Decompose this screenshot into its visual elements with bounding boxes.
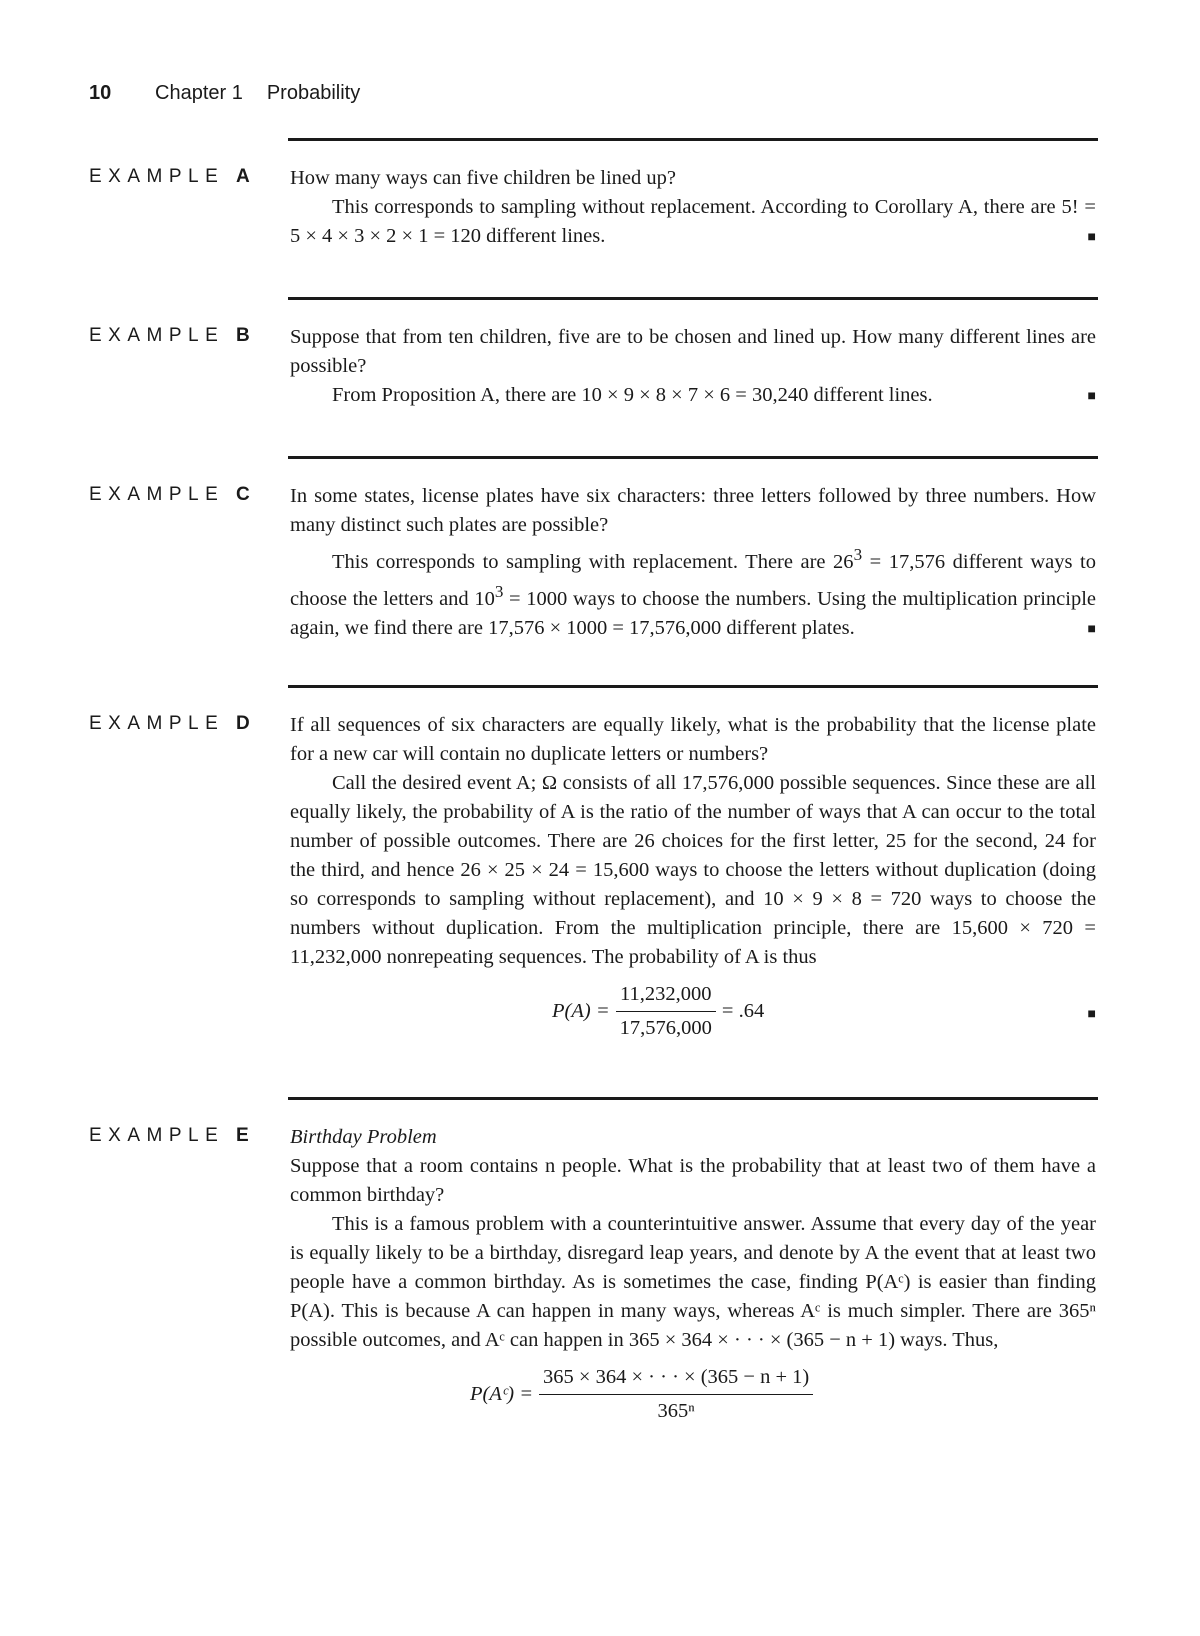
- example-label: [89, 325, 250, 347]
- formula: [552, 980, 764, 1043]
- numerator: 365 × 364 × · · · × (365 − n + 1): [539, 1363, 813, 1395]
- answer-text: From Proposition A, there are 10 × 9 × 8 × 7 × 6 = 30,240 different lines.: [332, 384, 933, 406]
- exponent: 3: [853, 545, 863, 564]
- example-label: [89, 713, 250, 735]
- example-letter: C: [236, 484, 250, 505]
- example-label: [89, 1125, 249, 1147]
- denominator: 17,576,000: [619, 1017, 712, 1039]
- formula: [470, 1363, 819, 1426]
- birthday-formula: [290, 1363, 1096, 1425]
- example-letter: B: [236, 325, 250, 346]
- example-question: Suppose that from ten children, five are to be chosen and lined up. How many different lines are possible?: [290, 326, 1096, 377]
- example-body: [290, 1123, 1096, 1431]
- example-letter: A: [236, 166, 250, 187]
- example-divider: [288, 297, 1098, 300]
- fraction: [539, 1363, 813, 1426]
- answer-text: = 1000 ways to choose the numbers. Using the multiplication principle again, we find there are 17,576 × 1000 = 17,576,000 different plates.: [290, 587, 1096, 639]
- example-body: [290, 482, 1096, 644]
- example-question: Suppose that a room contains n people. What is the probability that at least two of them have a common birthday?: [290, 1155, 1096, 1206]
- example-divider: [288, 1097, 1098, 1100]
- example-body: [290, 711, 1096, 1048]
- example-divider: [288, 456, 1098, 459]
- section-label: Probability: [266, 82, 361, 104]
- title-text: Birthday Problem: [290, 1126, 437, 1148]
- example-word: EXAMPLE: [89, 484, 225, 505]
- example-word: EXAMPLE: [89, 1125, 225, 1146]
- example-divider: [288, 138, 1098, 141]
- formula-lhs: P(A) =: [552, 1000, 610, 1022]
- fraction: [616, 980, 716, 1043]
- example-question: How many ways can five children be lined up?: [290, 167, 676, 189]
- example-title: [290, 1123, 1096, 1152]
- running-header: [89, 82, 360, 105]
- example-body: [290, 164, 1096, 252]
- example-word: EXAMPLE: [89, 166, 225, 187]
- probability-formula: [290, 980, 1096, 1042]
- exponent: 3: [494, 581, 504, 601]
- page-number: 10: [89, 82, 112, 104]
- example-divider: [288, 685, 1098, 688]
- example-word: EXAMPLE: [89, 325, 225, 346]
- example-letter: E: [236, 1125, 249, 1146]
- example-answer: [290, 381, 1096, 410]
- example-letter: D: [236, 713, 250, 734]
- answer-text: This corresponds to sampling without replacement. According to Corollary A, there are 5! = 5 × 4 × 3 × 2 × 1 = 120 different lines.: [290, 196, 1096, 247]
- end-of-example-mark: ■: [1087, 230, 1096, 245]
- example-answer: [290, 193, 1096, 251]
- end-of-example-mark: ■: [1087, 621, 1096, 637]
- example-answer: [290, 540, 1096, 643]
- example-question: If all sequences of six characters are equally likely, what is the probability that the license plate for a new car will contain no duplicate letters or numbers?: [290, 714, 1096, 765]
- example-answer: Call the desired event A; Ω consists of all 17,576,000 possible sequences. Since these are all equally likely, the probability of A is the ratio of the number of ways that A can occur to the total number of possible outcomes. There are 26 choices for the first letter, 25 for the second, 24 for the third, and hence 26 × 25 × 24 = 15,600 ways to choose the letters without duplication (doing so corresponds to sampling without replacement), and 10 × 9 × 8 = 720 ways to choose the numbers without duplication. From the multiplication principle, there are 15,600 × 720 = 11,232,000 nonrepeating sequences. The probability of A is thus: [290, 772, 1096, 968]
- answer-text: = 17,576 different ways to choose the letters and 10: [290, 550, 1096, 610]
- example-label: [89, 484, 250, 506]
- formula-lhs: P(Aᶜ) =: [470, 1383, 534, 1405]
- denominator: 365ⁿ: [657, 1400, 695, 1422]
- chapter-label: Chapter 1: [155, 82, 243, 104]
- numerator: 11,232,000: [616, 980, 716, 1012]
- answer-text: This corresponds to sampling with replacement. There are 26: [332, 550, 854, 573]
- example-body: [290, 323, 1096, 411]
- end-of-example-mark: ■: [1087, 1007, 1096, 1022]
- formula-rhs: = .64: [721, 1000, 765, 1022]
- example-label: [89, 166, 250, 188]
- example-word: EXAMPLE: [89, 713, 225, 734]
- example-question: In some states, license plates have six characters: three letters followed by three numbers. How many distinct such plates are possible?: [290, 485, 1096, 536]
- example-answer: This is a famous problem with a counterintuitive answer. Assume that every day of the year is equally likely to be a birthday, disregard leap years, and denote by A the event that at least two people have a common birthday. As is sometimes the case, finding P(Aᶜ) is easier than finding P(A). This is because A can happen in many ways, whereas Aᶜ is much simpler. There are 365ⁿ possible outcomes, and Aᶜ can happen in 365 × 364 × · · · × (365 − n + 1) ways. Thus,: [290, 1213, 1096, 1351]
- end-of-example-mark: ■: [1087, 389, 1096, 404]
